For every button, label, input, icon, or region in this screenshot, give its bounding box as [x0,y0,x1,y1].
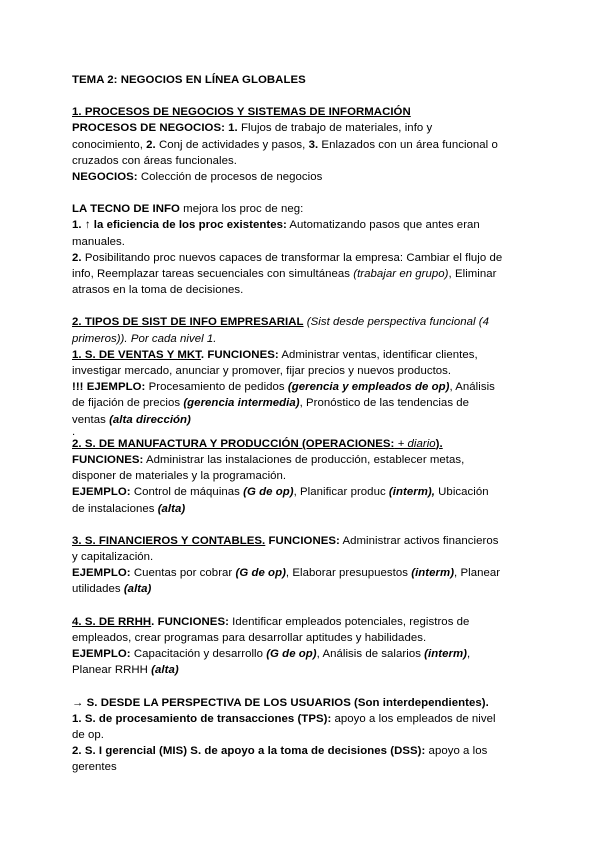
ventas-functions: investigar mercado, anunciar y promover, fijar precios y nuevos productos. [72,365,452,378]
manufactura-example-line-1: EJEMPLO: Control de máquinas (G de op), Planificar produc (interm), Ubicación [72,486,489,499]
procesos-definition-line-1: PROCESOS DE NEGOCIOS: 1. Flujos de trabajo de materiales, info y [72,122,433,135]
rrhh-example-line-2: Planear RRHH (alta) [72,664,179,677]
tecno-item-1-line-1: 1. ↑ la eficiencia de los proc existentes: Automatizando pasos que antes eran [72,219,480,232]
section-2-heading-cont: primeros)). Por cada nivel 1. [72,332,217,345]
financieros-heading: 3. S. FINANCIEROS Y CONTABLES. FUNCIONES: Administrar activos financieros [72,534,499,547]
ventas-heading: 1. S. DE VENTAS Y MKT. FUNCIONES: Administrar ventas, identificar clientes, [72,348,478,361]
tps-line-1: 1. S. de procesamiento de transacciones (TPS): apoyo a los empleados de nivel [72,712,496,725]
procesos-definition-line-2: conocimiento, 2. Conj de actividades y pasos, 3. Enlazados con un área funcional o [72,138,498,151]
tecno-item-1-line-2: manuales. [72,235,126,248]
manufactura-example-line-2: de instalaciones (alta) [72,502,186,515]
ventas-example-line-3: ventas (alta dirección) [72,413,191,426]
tps-line-2: de op. [72,728,104,741]
financieros-functions: y capitalización. [72,551,154,564]
financieros-example-line-2: utilidades (alta) [72,583,152,596]
ventas-example-line-1: !!! EJEMPLO: Procesamiento de pedidos (gerencia y empleados de op), Análisis [72,381,495,394]
stray-dot: . [72,425,76,438]
manufactura-heading: 2. S. DE MANUFACTURA Y PRODUCCIÓN (OPERACIONES: + diario). [72,437,443,450]
document-page [72,64,536,776]
tecno-info-intro: LA TECNO DE INFO mejora los proc de neg: [72,203,304,216]
mis-dss-line-2: gerentes [72,761,117,774]
section-2-heading: 2. TIPOS DE SIST DE INFO EMPRESARIAL (Sist desde perspectiva funcional (4 [72,316,490,329]
procesos-definition-line-3: cruzados con áreas funcionales. [72,154,237,167]
ventas-example-line-2: de fijación de precios (gerencia intermedia), Pronóstico de las tendencias de [72,397,470,410]
section-1-heading: 1. PROCESOS DE NEGOCIOS Y SISTEMAS DE INFORMACIÓN [72,106,411,119]
usuarios-heading: → S. DESDE LA PERSPECTIVA DE LOS USUARIOS (Son interdependientes). [72,696,489,709]
document-title: TEMA 2: NEGOCIOS EN LÍNEA GLOBALES [72,74,306,86]
tecno-item-2-line-2: info, Reemplazar tareas secuenciales con simultáneas (trabajar en grupo), Eliminar [72,268,497,281]
rrhh-functions: empleados, crear programas para desarrollar aptitudes y habilidades. [72,631,427,644]
mis-dss-line-1: 2. S. I gerencial (MIS) S. de apoyo a la toma de decisiones (DSS): apoyo a los [72,745,488,758]
financieros-example-line-1: EJEMPLO: Cuentas por cobrar (G de op), Elaborar presupuestos (interm), Planear [72,567,501,580]
negocios-definition: NEGOCIOS: Colección de procesos de negocios [72,171,323,184]
rrhh-heading: 4. S. DE RRHH. FUNCIONES: Identificar empleados potenciales, registros de [72,615,470,628]
rrhh-example-line-1: EJEMPLO: Capacitación y desarrollo (G de op), Análisis de salarios (interm), [72,648,471,661]
tecno-item-2-line-3: atrasos en la toma de decisiones. [72,284,244,297]
tecno-item-2-line-1: 2. Posibilitando proc nuevos capaces de transformar la empresa: Cambiar el flujo de [72,251,503,264]
manufactura-functions-line-2: disponer de materiales y la programación. [72,470,287,483]
manufactura-functions-line-1: FUNCIONES: Administrar las instalaciones de producción, establecer metas, [72,454,465,467]
